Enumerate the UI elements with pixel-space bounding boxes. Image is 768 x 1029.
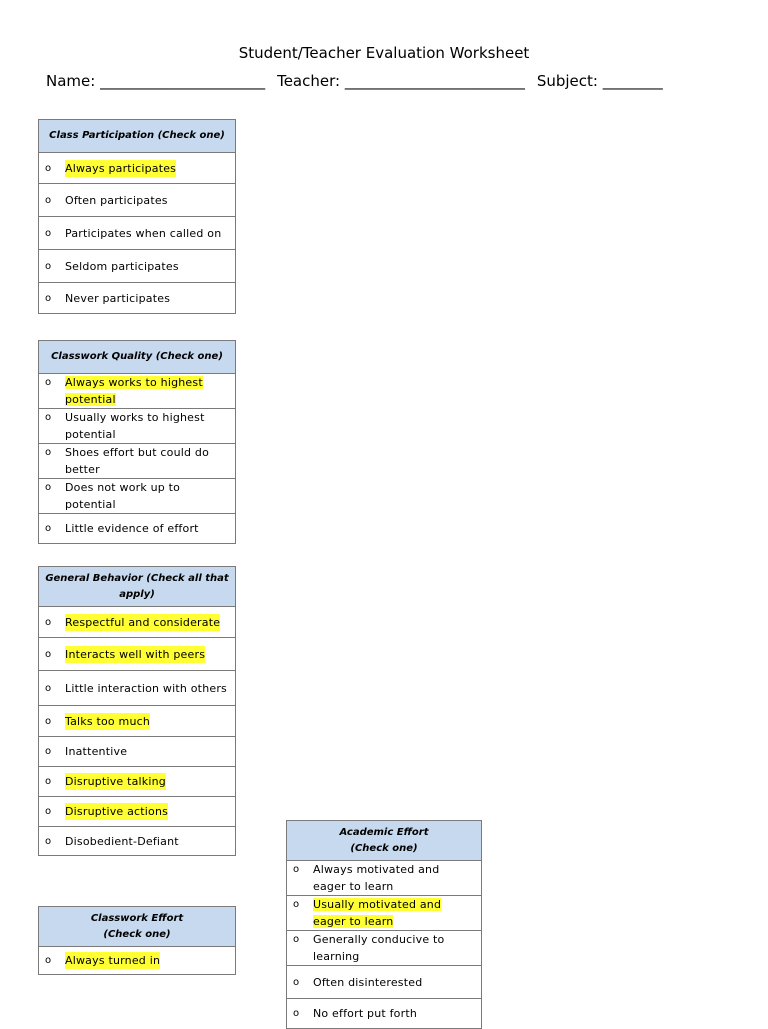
table-row[interactable] [39,374,236,409]
table-row[interactable] [287,999,482,1029]
checkbox-bullet[interactable]: o [45,806,52,817]
checkbox-bullet[interactable]: o [45,162,52,174]
option-label: Shoes effort but could do better [65,446,210,476]
option-label: Inattentive [65,745,128,758]
name-field[interactable]: Name: ______________________ [46,72,266,90]
checkbox-bullet[interactable]: o [293,934,300,945]
option-label: Respectful and considerate [65,615,221,629]
teacher-field[interactable]: Teacher: ________________________ [277,72,525,90]
table-row[interactable] [39,827,236,856]
table-row[interactable] [287,896,482,931]
checkbox-bullet[interactable]: o [45,648,52,660]
table-row[interactable] [39,514,236,544]
checkbox-bullet[interactable]: o [45,746,52,757]
checkbox-bullet[interactable]: o [45,260,52,272]
option-label: Always motivated and eager to learn [313,863,440,893]
table-row[interactable] [39,444,236,479]
option-label: Often disinterested [313,975,423,989]
table-row[interactable] [39,250,236,283]
table-row[interactable] [39,947,236,975]
checkbox-bullet[interactable]: o [45,835,52,847]
table-row[interactable] [287,931,482,966]
checkbox-bullet[interactable]: o [45,523,52,534]
class-participation-table [38,119,236,314]
option-label: Does not work up to potential [65,481,181,511]
table-header: General Behavior (Check all that apply) [39,567,236,607]
checkbox-bullet[interactable]: o [45,412,52,423]
option-label: Disobedient-Defiant [65,834,179,848]
table-row[interactable] [39,737,236,767]
option-label: Little evidence of effort [65,522,199,535]
checkbox-bullet[interactable]: o [45,227,52,239]
table-row[interactable] [287,966,482,999]
option-label: Seldom participates [65,259,179,273]
option-label: Often participates [65,193,168,207]
table-row[interactable] [39,184,236,217]
general-behavior-table [38,566,236,856]
subject-field[interactable]: Subject: ________ [536,72,663,90]
table-header: Class Participation (Check one) [39,120,236,153]
table-row[interactable] [39,638,236,671]
checkbox-bullet[interactable]: o [45,715,52,727]
table-row[interactable] [39,607,236,638]
checkbox-bullet[interactable]: o [45,377,52,388]
option-label: No effort put forth [313,1007,418,1020]
table-header: Classwork Quality (Check one) [39,341,236,374]
option-label: Usually works to highest potential [65,411,205,441]
option-label: Never participates [65,291,171,305]
checkbox-bullet[interactable]: o [45,682,52,694]
checkbox-bullet[interactable]: o [293,864,300,875]
option-label: Always turned in [65,954,161,967]
checkbox-bullet[interactable]: o [45,616,52,628]
option-label: Talks too much [65,714,151,728]
table-header: Classwork Effort (Check one) [39,907,236,947]
checkbox-bullet[interactable]: o [45,447,52,458]
table-row[interactable] [39,409,236,444]
table-row[interactable] [287,861,482,896]
classwork-quality-table [38,340,236,544]
checkbox-bullet[interactable]: o [45,194,52,206]
checkbox-bullet[interactable]: o [45,482,52,493]
academic-effort-table [286,820,482,1029]
classwork-effort-table [38,906,236,975]
option-label: Participates when called on [65,226,222,240]
option-label: Generally conducive to learning [313,933,445,963]
checkbox-bullet[interactable]: o [45,776,52,787]
table-row[interactable] [39,153,236,184]
option-label: Usually motivated and eager to learn [313,898,442,928]
checkbox-bullet[interactable]: o [293,899,300,910]
table-row[interactable] [39,479,236,514]
table-row[interactable] [39,217,236,250]
checkbox-bullet[interactable]: o [45,955,52,966]
table-row[interactable] [39,767,236,797]
checkbox-bullet[interactable]: o [293,1008,300,1019]
table-header: Academic Effort (Check one) [287,821,482,861]
checkbox-bullet[interactable]: o [293,976,300,988]
option-label: Interacts well with peers [65,647,206,661]
option-label: Always participates [65,161,177,175]
option-label: Little interaction with others [65,681,227,695]
option-label: Always works to highest potential [65,376,203,406]
table-row[interactable] [39,706,236,737]
table-row[interactable] [39,671,236,706]
option-label: Disruptive actions [65,805,169,818]
page-title: Student/Teacher Evaluation Worksheet [238,44,530,62]
header-fields [46,72,675,90]
table-row[interactable] [39,283,236,314]
option-label: Disruptive talking [65,775,166,788]
table-row[interactable] [39,797,236,827]
checkbox-bullet[interactable]: o [45,292,52,304]
